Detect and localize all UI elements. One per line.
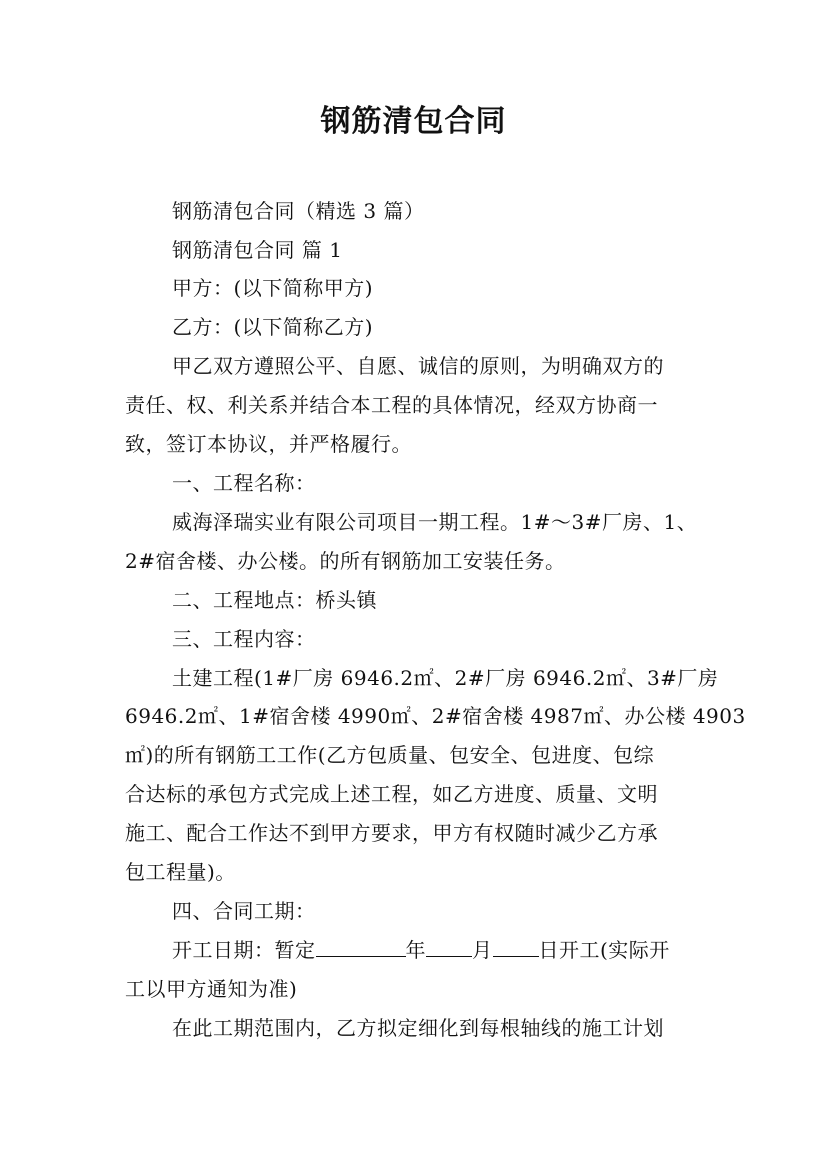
paragraph-line: 一、工程名称： — [172, 471, 316, 495]
paragraph-line: 威海泽瑞实业有限公司项目一期工程。1#～3#厂房、1、 — [172, 510, 698, 534]
paragraph-line: 致，签订本协议，并严格履行。 — [125, 432, 412, 456]
month-blank — [426, 938, 472, 957]
paragraph-line: 钢筋清包合同 篇 1 — [172, 238, 343, 262]
start-date-prefix: 开工日期：暂定 — [172, 938, 316, 962]
paragraph-line: 甲乙双方遵照公平、自愿、诚信的原则，为明确双方的 — [172, 354, 664, 378]
paragraph-line: ㎡)的所有钢筋工工作(乙方包质量、包安全、包进度、包综 — [125, 743, 655, 767]
paragraph-line: 甲方：(以下简称甲方) — [172, 276, 374, 300]
paragraph-line: 钢筋清包合同（精选 3 篇） — [172, 199, 425, 223]
paragraph-line: 二、工程地点：桥头镇 — [172, 588, 377, 612]
paragraph-line: 四、合同工期： — [172, 899, 316, 923]
start-date-suffix: 日开工(实际开 — [538, 938, 670, 962]
start-date-line — [172, 936, 762, 964]
paragraph-line: 工以甲方通知为准) — [125, 977, 298, 1001]
paragraph-line: 三、工程内容： — [172, 627, 316, 651]
paragraph-line: 合达标的承包方式完成上述工程，如乙方进度、质量、文明 — [125, 782, 658, 806]
month-label: 月 — [472, 938, 493, 962]
year-blank — [316, 938, 406, 957]
year-label: 年 — [405, 938, 426, 962]
paragraph-line: 乙方：(以下简称乙方) — [172, 315, 374, 339]
document-title: 钢筋清包合同 — [320, 104, 507, 139]
paragraph-line: 6946.2㎡、1#宿舍楼 4990㎡、2#宿舍楼 4987㎡、办公楼 4903 — [125, 704, 746, 728]
paragraph-line: 责任、权、利关系并结合本工程的具体情况，经双方协商一 — [125, 393, 658, 417]
paragraph-line: 施工、配合工作达不到甲方要求，甲方有权随时减少乙方承 — [125, 821, 658, 845]
paragraph-line: 包工程量)。 — [125, 860, 236, 884]
paragraph-line: 在此工期范围内，乙方拟定细化到每根轴线的施工计划 — [172, 1016, 664, 1040]
day-blank — [493, 938, 539, 957]
paragraph-line: 土建工程(1#厂房 6946.2㎡、2#厂房 6946.2㎡、3#厂房 — [172, 666, 719, 690]
paragraph-line: 2#宿舍楼、办公楼。的所有钢筋加工安装任务。 — [125, 549, 566, 573]
